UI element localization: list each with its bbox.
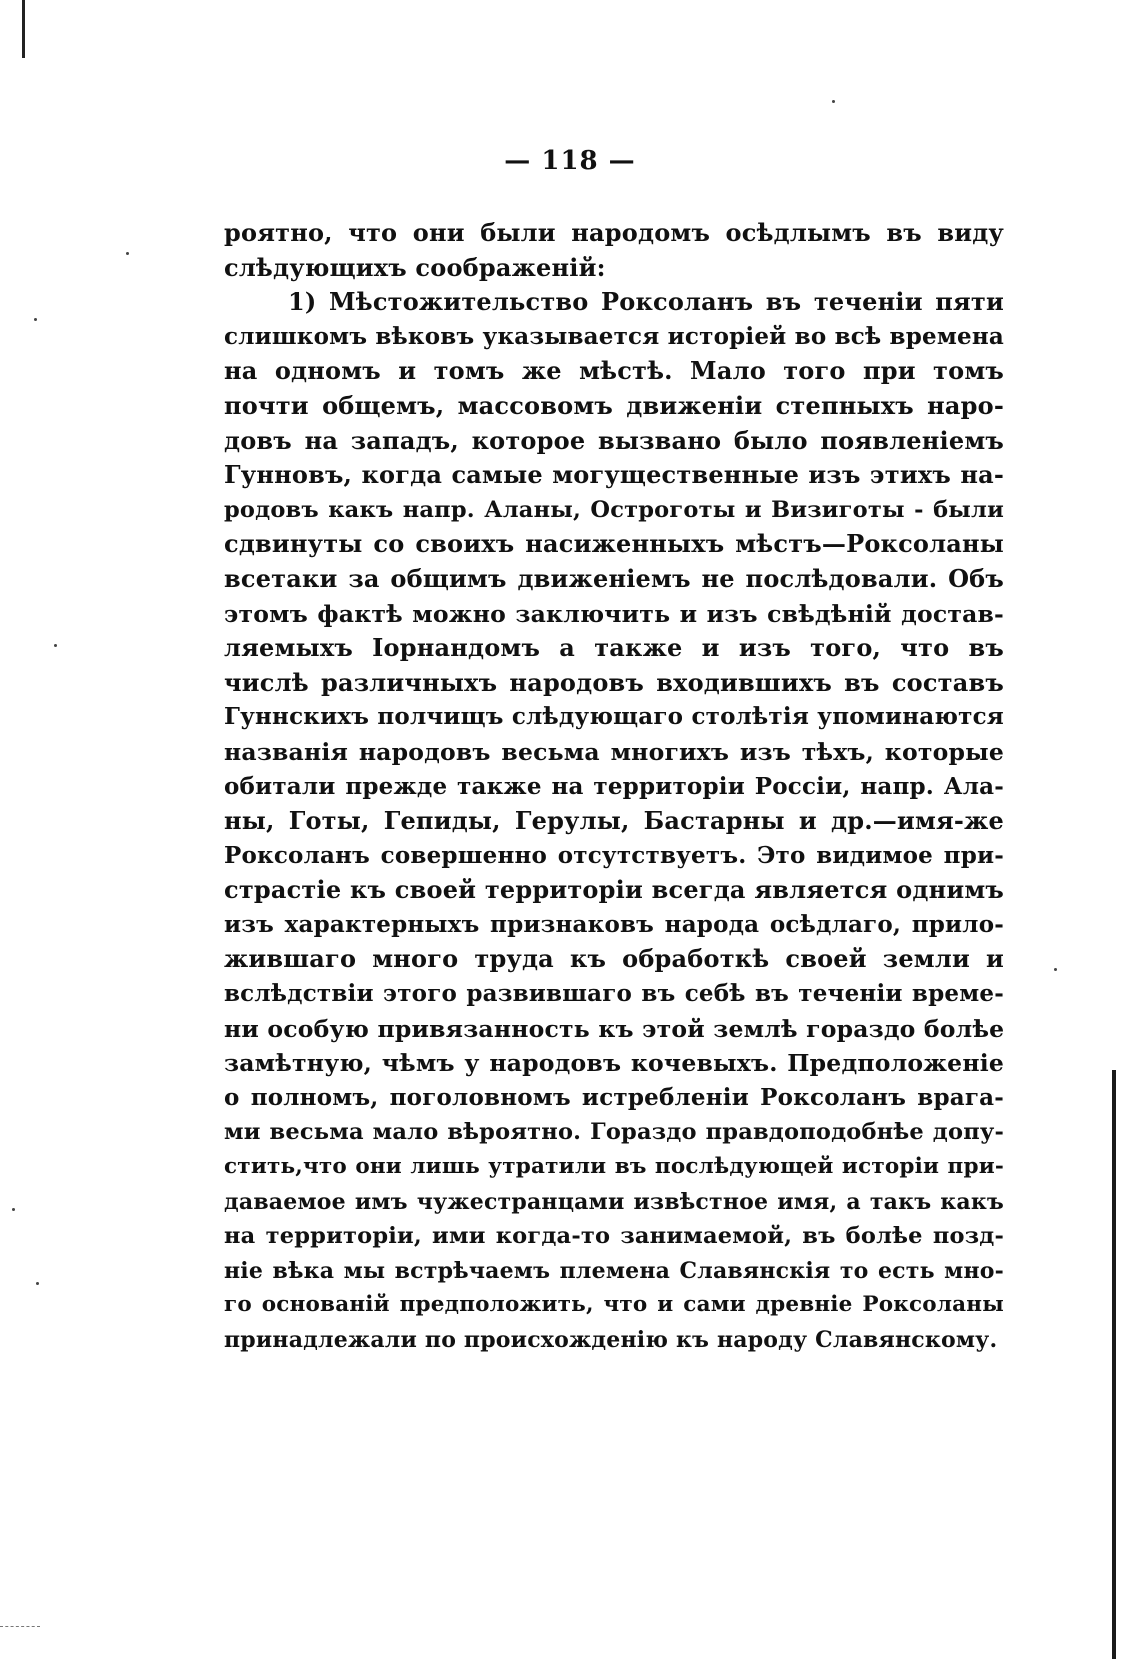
scan-speck (12, 1208, 15, 1211)
text-line: слѣдующихъ соображеній: (224, 252, 606, 282)
scan-speck (1054, 968, 1057, 971)
scan-speck (832, 100, 835, 103)
page-edge-mark (22, 0, 25, 58)
scan-artifact (0, 1626, 40, 1628)
text-line: этомъ фактѣ можно заключить и изъ свѣдѣній достав- (224, 599, 1004, 628)
page-edge-mark (1112, 1070, 1116, 1659)
text-line: всетаки за общимъ движеніемъ не послѣдовали. Объ (224, 563, 1004, 593)
text-line: изъ характерныхъ признаковъ народа осѣдлаго, прило- (224, 910, 1004, 938)
scan-speck (36, 1282, 39, 1285)
text-line: родовъ какъ напр. Аланы, Остроготы и Визиготы - были (224, 496, 1004, 523)
text-line: на территоріи, ими когда-то занимаемой, въ болѣе позд- (224, 1223, 1004, 1250)
text-line: почти общемъ, массовомъ движеніи степныхъ наро- (224, 390, 1004, 420)
text-line: го основаній предположить, что и сами древніе Роксоланы (224, 1292, 1004, 1318)
text-line: роятно, что они были народомъ осѣдлымъ въ виду (224, 218, 1004, 247)
text-line: вслѣдствіи этого развившаго въ себѣ въ теченіи време- (224, 980, 1004, 1008)
text-line: 1) Мѣстожительство Роксоланъ въ теченіи пяти (288, 287, 1004, 317)
text-line: сдвинуты со своихъ насиженныхъ мѣстъ—Роксоланы (224, 529, 1004, 559)
text-line: названія народовъ весьма многихъ изъ тѣхъ, которые (224, 737, 1004, 766)
text-line: числѣ различныхъ народовъ входившихъ въ составъ (224, 667, 1004, 697)
text-line: Роксоланъ совершенно отсутствуетъ. Это видимое при- (224, 841, 1004, 869)
scan-speck (126, 252, 129, 255)
body-text (224, 216, 1004, 1358)
page-number: — 118 — (504, 146, 636, 176)
text-line: стить,что они лишь утратили въ послѣдующей исторіи при- (224, 1154, 1004, 1180)
text-line: на одномъ и томъ же мѣстѣ. Мало того при томъ (224, 356, 1004, 386)
scan-speck (34, 318, 37, 321)
text-line: жившаго много труда къ обработкѣ своей земли и (224, 944, 1004, 974)
text-line: ны, Готы, Гепиды, Герулы, Бастарны и др.—имя-же (224, 806, 1004, 836)
text-line: ни особую привязанность къ этой землѣ гораздо болѣе (224, 1014, 1005, 1043)
scan-speck (54, 644, 57, 647)
text-line: слишкомъ вѣковъ указывается исторіей во всѣ времена (224, 322, 1004, 350)
text-line: даваемое имъ чужестранцами извѣстное имя, а такъ какъ (224, 1188, 1004, 1215)
text-line: обитали прежде также на территоріи Россіи, напр. Ала- (224, 772, 1004, 800)
text-line: Гуннскихъ полчищъ слѣдующаго столѣтія упоминаются (224, 703, 1004, 731)
text-line: довъ на западъ, которое вызвано было появленіемъ (224, 425, 1004, 455)
text-line: ніе вѣка мы встрѣчаемъ племена Славянскія то есть мно- (224, 1257, 1004, 1284)
text-line: принадлежали по происхожденію къ народу Славянскому. (224, 1327, 998, 1353)
text-line: страстіе къ своей территоріи всегда является однимъ (224, 875, 1004, 905)
text-line: ми весьма мало вѣроятно. Гораздо правдоподобнѣе допу- (224, 1119, 1004, 1146)
text-line: Гунновъ, когда самые могущественные изъ этихъ на- (224, 460, 1004, 490)
text-line: о полномъ, поголовномъ истребленіи Роксоланъ врага- (224, 1083, 1004, 1111)
text-line: замѣтную, чѣмъ у народовъ кочевыхъ. Предположеніе (224, 1049, 1004, 1078)
text-line: ляемыхъ Іорнандомъ а также и изъ того, что въ (224, 633, 1004, 663)
